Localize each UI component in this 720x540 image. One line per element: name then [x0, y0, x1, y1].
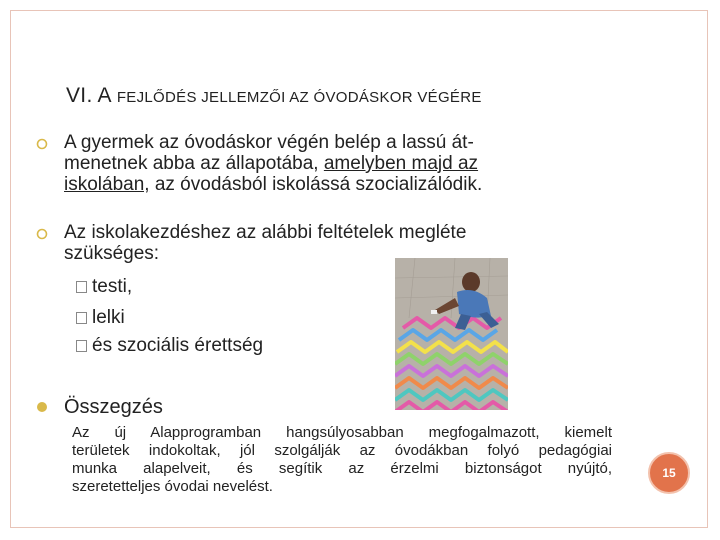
summary-line: Az új Alapprogramban hangsúlyosabban megfogalmazott, kiemelt	[72, 424, 612, 441]
bullet2-line1: Az iskolakezdéshez az alábbi feltételek megléte	[64, 222, 467, 243]
sub-item-label: testi,	[92, 276, 133, 297]
title-rest: FEJLŐDÉS JELLEMZŐI AZ ÓVODÁSKOR VÉGÉRE	[116, 89, 482, 106]
bullet1-line3-underlined: iskolában,	[64, 174, 150, 195]
bullet1-line3-plain: az óvodásból iskolássá szocializálódik.	[149, 174, 483, 195]
bullet-marker-icon	[36, 138, 48, 150]
summary-line: szeretetteljes óvodai nevelést.	[72, 478, 273, 495]
bullet1-text	[64, 132, 482, 195]
sub-item	[76, 335, 263, 356]
checkbox-icon	[76, 281, 87, 293]
checkbox-icon	[76, 340, 87, 352]
bullet1-line2	[64, 153, 482, 174]
summary-line: munka alapelveit, és segítik az érzelmi biztonságot nyújtó,	[72, 460, 612, 477]
title-prefix: VI. A	[66, 84, 117, 107]
bullet2-line2: szükséges:	[64, 243, 160, 264]
bullet1-line1: A gyermek az óvodáskor végén belép a lassú át-	[64, 132, 474, 153]
sub-item	[76, 307, 125, 328]
slide-title	[66, 84, 482, 108]
summary-heading: Összegzés	[64, 396, 163, 418]
summary-text	[72, 424, 612, 496]
bullet1-line2-underlined: amelyben majd az	[323, 153, 479, 174]
sub-item-label: lelki	[92, 307, 125, 328]
bullet1-line3	[64, 174, 482, 195]
bullet-marker-icon	[36, 401, 48, 413]
bullet1-line2-plain: menetnek abba az állapotába,	[64, 153, 324, 174]
page-number-badge: 15	[648, 452, 690, 494]
checkbox-icon	[76, 312, 87, 324]
summary-line: területek indokoltak, jól szolgálják az óvodákban folyó pedagógiai	[72, 442, 612, 459]
bullet-marker-icon	[36, 228, 48, 240]
sub-item-label: és szociális érettség	[92, 335, 264, 356]
child-drawing-chalk-photo	[395, 258, 508, 410]
sub-item	[76, 276, 132, 297]
